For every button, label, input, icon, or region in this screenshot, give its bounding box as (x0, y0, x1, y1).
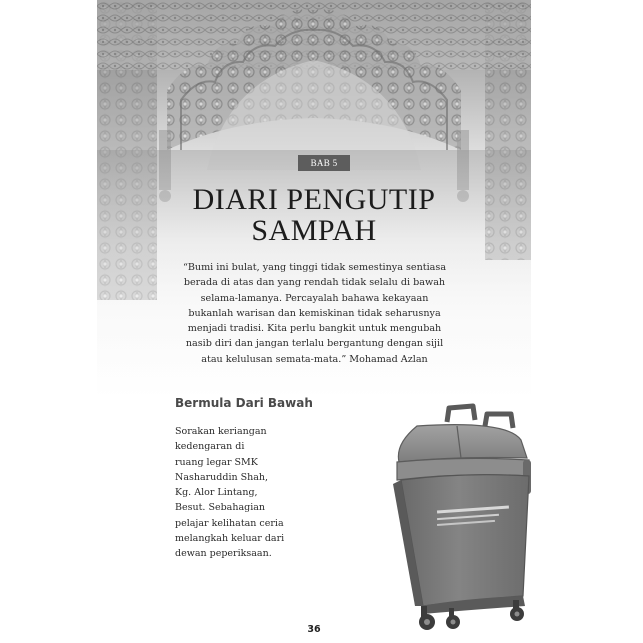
body-line: Sorakan keriangan (175, 426, 267, 437)
chapter-tag: BAB 5 (298, 155, 350, 171)
book-page (97, 0, 531, 643)
section-heading: Bermula Dari Bawah (175, 396, 313, 410)
epigraph-line: nasib diri dan jangan terlalu bergantung dengan sijil (185, 338, 444, 350)
epigraph-line: selama-lamanya. Percayalah bahawa kekayaan (200, 292, 429, 304)
chapter-title-line-1: DIARI PENGUTIP (192, 183, 436, 216)
chapter-title-line-2: SAMPAH (251, 214, 377, 247)
epigraph-quote (177, 260, 452, 367)
body-line: melangkah keluar dari (175, 533, 285, 545)
epigraph-line: “Bumi ini bulat, yang tinggi tidak semestinya sentiasa (182, 262, 447, 273)
body-paragraph (175, 424, 303, 562)
waste-bin-illustration (297, 400, 531, 632)
body-line: Besut. Sebahagian (175, 502, 266, 514)
body-line: Nasharuddin Shah, (175, 471, 269, 483)
page-number: 36 (307, 624, 321, 635)
epigraph-line: atau kelulusan semata-mata.” Mohamad Azlan (201, 353, 428, 365)
body-line: ruang legar SMK (175, 456, 258, 468)
epigraph-line: berada di atas dan yang rendah tidak selalu di bawah (183, 277, 446, 289)
body-line: pelajar kelihatan ceria (175, 517, 284, 529)
epigraph-line: menjadi tradisi. Kita perlu bangkit untuk mengubah (187, 323, 442, 335)
body-line: Kg. Alor Lintang, (175, 487, 258, 499)
body-line: dewan peperiksaan. (175, 548, 272, 560)
body-line: kedengaran di (175, 441, 245, 453)
chapter-title (97, 184, 531, 246)
epigraph-line: bukanlah warisan dan kemiskinan tidak seharusnya (188, 307, 441, 319)
